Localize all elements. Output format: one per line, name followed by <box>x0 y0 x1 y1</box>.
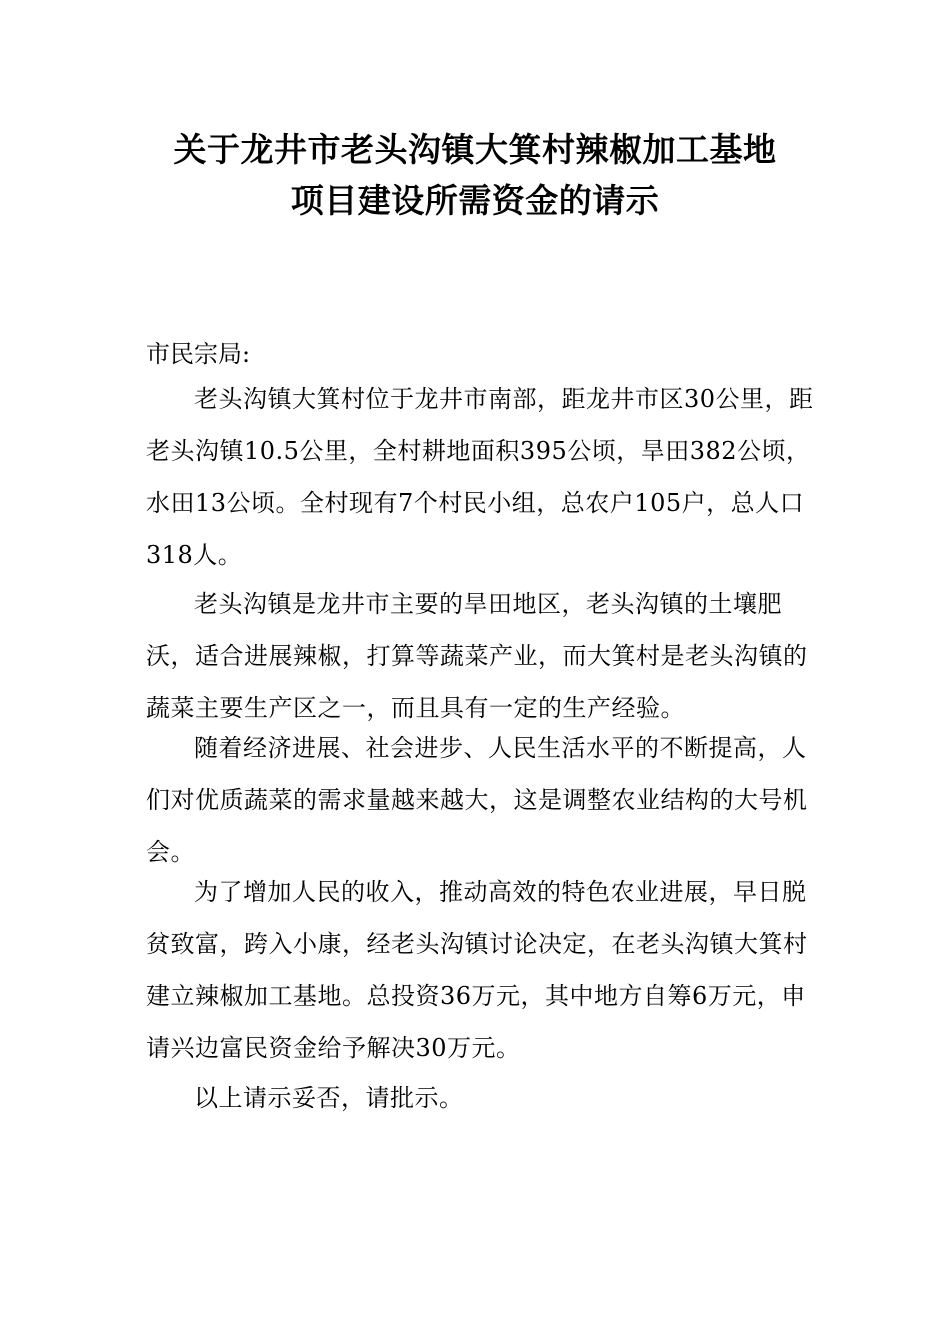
paragraph-market-demand: 随着经济进展、社会进步、人民生活水平的不断提高，人们对优质蔬菜的需求量越来越大，这是调整农业结构的大号机会。 <box>146 734 808 866</box>
document-title-line-2: 项目建设所需资金的请示 <box>290 181 660 220</box>
paragraph-village-overview: 老头沟镇大箕村位于龙井市南部，距龙井市区30公里，距老头沟镇10.5公里，全村耕地面积395公顷，旱田382公顷，水田13公顷。全村现有7个村民小组，总农户105户，总人口318人。 <box>146 385 814 569</box>
paragraph-funding-request: 为了增加人民的收入，推动高效的特色农业进展，早日脱贫致富，跨入小康，经老头沟镇讨论决定，在老头沟镇大箕村建立辣椒加工基地。总投资36万元，其中地方自筹6万元，申请兴边富民资金给予解决30万元。 <box>146 878 808 1062</box>
paragraph-town-conditions: 老头沟镇是龙井市主要的旱田地区，老头沟镇的土壤肥沃，适合进展辣椒，打算等蔬菜产业，而大箕村是老头沟镇的蔬菜主要生产区之一，而且具有一定的生产经验。 <box>146 590 808 722</box>
salutation: 市民宗局: <box>146 340 251 368</box>
document-title-line-1: 关于龙井市老头沟镇大箕村辣椒加工基地 <box>173 130 777 169</box>
paragraph-closing: 以上请示妥否，请批示。 <box>194 1084 464 1112</box>
